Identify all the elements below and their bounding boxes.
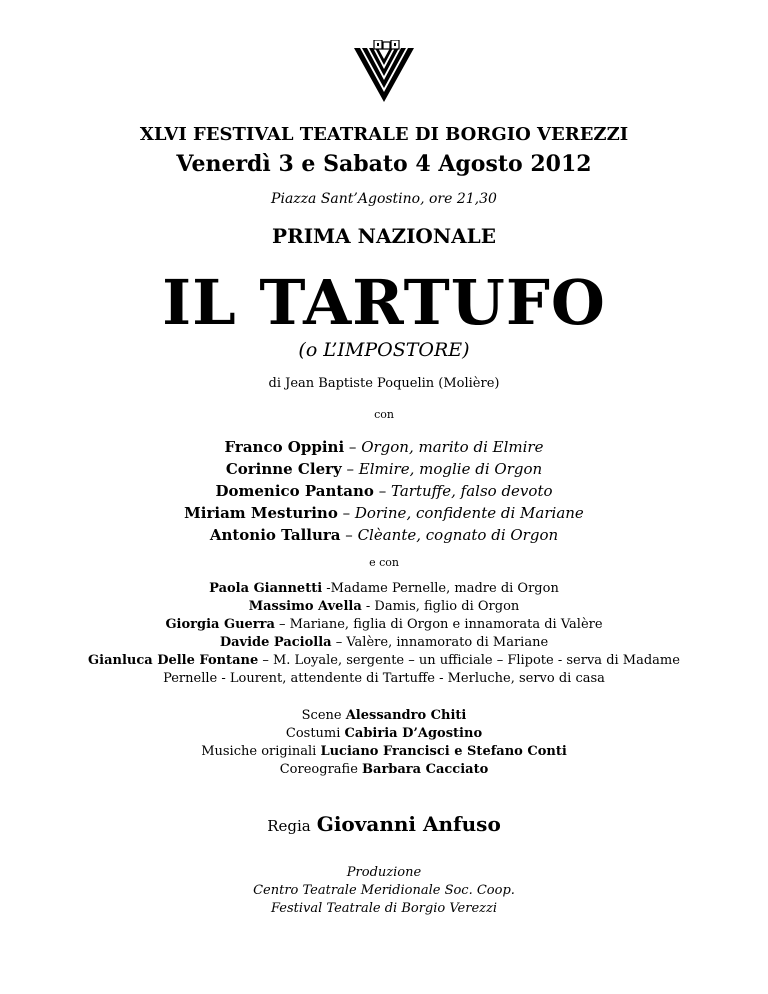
credit-label: Costumi bbox=[285, 726, 345, 741]
credit-row bbox=[0, 743, 768, 761]
role-name: Orgon, marito di Elmire bbox=[361, 438, 544, 456]
cast-row bbox=[0, 634, 768, 652]
main-cast-list bbox=[0, 436, 768, 546]
and-with-label: e con bbox=[369, 556, 399, 569]
role-text: – M. Loyale, sergente – un ufficiale – Flipote - serva di Madame bbox=[258, 653, 680, 668]
venue-time: Piazza Sant’Agostino, ore 21,30 bbox=[271, 191, 497, 207]
role-name: Elmire, moglie di Orgon bbox=[358, 460, 543, 478]
role-text: – Mariane, figlia di Orgon e innamorata di Valère bbox=[274, 617, 603, 632]
cast-row bbox=[0, 580, 768, 598]
supporting-cast-list bbox=[0, 580, 768, 688]
actor-name: Giorgia Guerra bbox=[165, 617, 275, 632]
actor-name: Miriam Mesturino bbox=[184, 504, 338, 522]
separator: – bbox=[341, 460, 359, 478]
cast-row bbox=[0, 616, 768, 634]
premiere-label: PRIMA NAZIONALE bbox=[272, 224, 496, 248]
cast-row bbox=[0, 480, 768, 502]
actor-name: Massimo Avella bbox=[248, 599, 362, 614]
with-label: con bbox=[374, 408, 394, 421]
production-festival: Festival Teatrale di Borgio Verezzi bbox=[270, 901, 497, 916]
production-label: Produzione bbox=[346, 865, 422, 880]
festival-logo-icon bbox=[352, 40, 416, 106]
actor-name: Franco Oppini bbox=[224, 438, 345, 456]
actor-name: Corinne Clery bbox=[225, 460, 342, 478]
direction-line bbox=[0, 812, 768, 836]
production-block bbox=[0, 864, 768, 918]
role-name: Dorine, confidente di Mariane bbox=[354, 504, 584, 522]
cast-row bbox=[0, 598, 768, 616]
cast-row bbox=[0, 652, 768, 670]
credit-name: Barbara Cacciato bbox=[362, 762, 489, 777]
actor-name: Davide Paciolla bbox=[219, 635, 332, 650]
credit-row bbox=[0, 761, 768, 779]
play-subtitle: (o L’IMPOSTORE) bbox=[298, 339, 470, 361]
cast-row bbox=[0, 458, 768, 480]
credits-list bbox=[0, 707, 768, 779]
cast-row bbox=[0, 436, 768, 458]
separator: – bbox=[340, 526, 358, 544]
credit-name: Alessandro Chiti bbox=[345, 708, 467, 723]
separator: – bbox=[337, 504, 355, 522]
credit-label: Scene bbox=[301, 708, 346, 723]
direction-label: Regia bbox=[267, 817, 311, 835]
role-name: Clèante, cognato di Orgon bbox=[357, 526, 559, 544]
actor-name: Gianluca Delle Fontane bbox=[88, 653, 259, 668]
separator: – bbox=[373, 482, 391, 500]
production-company: Centro Teatrale Meridionale Soc. Coop. bbox=[253, 883, 515, 898]
separator: – bbox=[344, 438, 362, 456]
credit-label: Coreografie bbox=[279, 762, 363, 777]
role-text: Pernelle - Lourent, attendente di Tartuffe - Merluche, servo di casa bbox=[163, 671, 605, 686]
actor-name: Domenico Pantano bbox=[215, 482, 374, 500]
festival-heading: XLVI FESTIVAL TEATRALE DI BORGIO VEREZZI bbox=[139, 124, 629, 145]
cast-row bbox=[0, 502, 768, 524]
credit-label: Musiche originali bbox=[201, 744, 321, 759]
role-text: - Damis, figlio di Orgon bbox=[361, 599, 520, 614]
credit-name: Cabiria D’Agostino bbox=[344, 726, 483, 741]
role-name: Tartuffe, falso devoto bbox=[390, 482, 553, 500]
role-text: -Madame Pernelle, madre di Orgon bbox=[322, 581, 559, 596]
actor-name: Paola Giannetti bbox=[209, 581, 323, 596]
cast-row bbox=[0, 524, 768, 546]
role-text: – Valère, innamorato di Mariane bbox=[331, 635, 549, 650]
cast-row-continuation bbox=[0, 670, 768, 688]
director-name: Giovanni Anfuso bbox=[316, 812, 501, 836]
play-title: IL TARTUFO bbox=[162, 266, 606, 339]
credit-name: Luciano Francisci e Stefano Conti bbox=[320, 744, 567, 759]
credit-row bbox=[0, 725, 768, 743]
event-dates: Venerdì 3 e Sabato 4 Agosto 2012 bbox=[176, 151, 592, 177]
credit-row bbox=[0, 707, 768, 725]
play-author: di Jean Baptiste Poquelin (Molière) bbox=[268, 376, 500, 391]
actor-name: Antonio Tallura bbox=[209, 526, 341, 544]
